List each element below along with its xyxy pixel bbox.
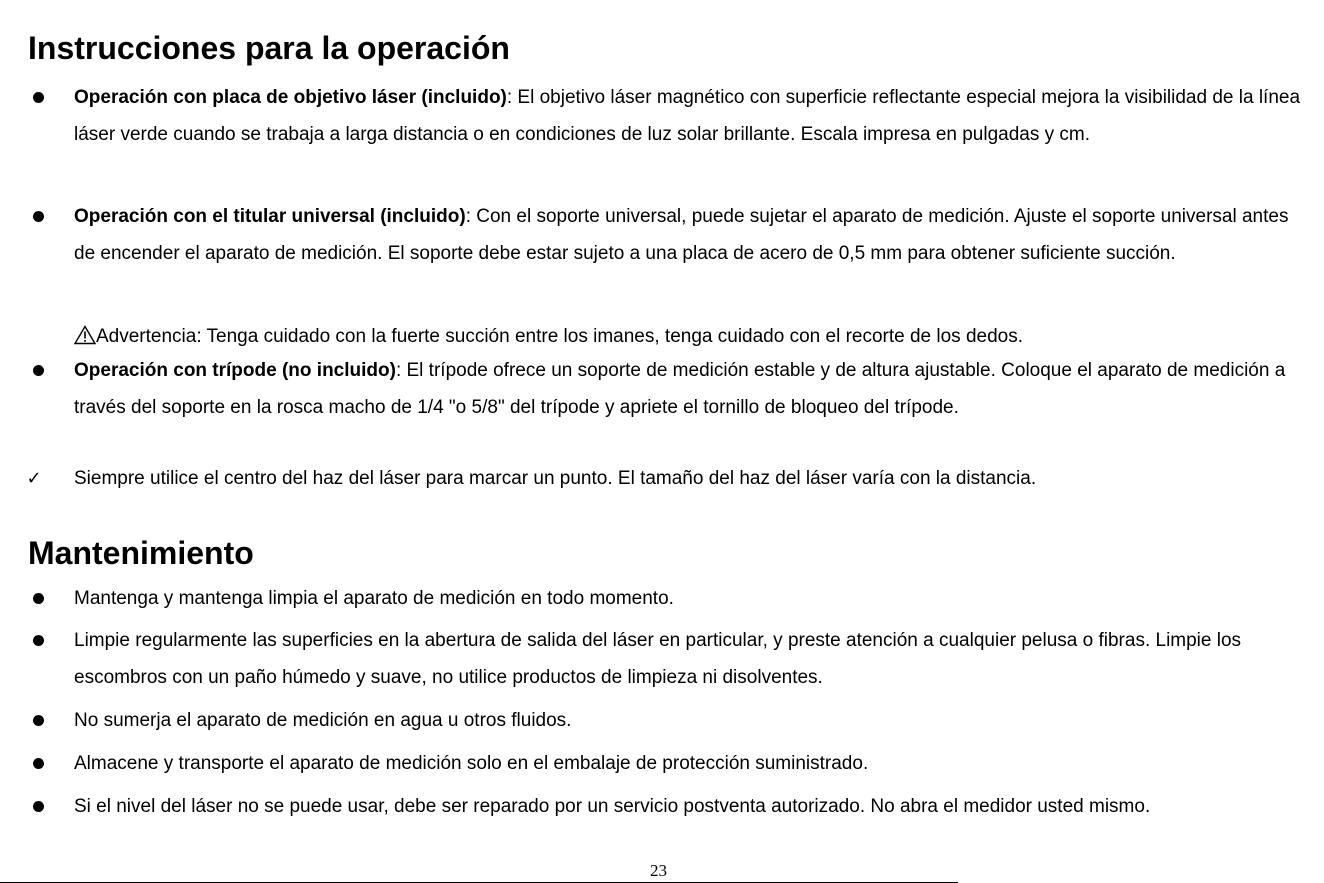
list-item bbox=[74, 622, 1310, 696]
bullet-icon bbox=[28, 622, 48, 659]
bullet-icon bbox=[28, 745, 48, 782]
bullet-icon bbox=[28, 580, 48, 617]
list-item bbox=[74, 352, 1310, 426]
warning-text: Advertencia: Tenga cuidado con la fuerte succión entre los imanes, tenga cuidado con el recorte de los dedos. bbox=[96, 326, 1024, 347]
section-title-mantenimiento: Mantenimiento bbox=[28, 535, 254, 571]
section-title-instrucciones: Instrucciones para la operación bbox=[28, 30, 510, 66]
list-item bbox=[74, 198, 1310, 272]
warning-note bbox=[74, 318, 1310, 355]
item-text: : El objetivo láser magnético con superficie reflectante especial mejora la visibilidad de la línea láser verde cuando se trabaja a larga distancia o en condiciones de luz solar brillante. Escala impresa en pulgadas y cm. bbox=[74, 87, 1301, 145]
item-text: Limpie regularmente las superficies en la abertura de salida del láser en particular, y preste atención a cualquier pelusa o fibras. Limpie los escombros con un paño húmedo y suave, no utilice productos de limpieza ni disolventes. bbox=[74, 630, 1242, 688]
bullet-icon bbox=[28, 352, 48, 389]
item-heading: Operación con placa de objetivo láser (incluido) bbox=[74, 87, 507, 108]
item-text: Si el nivel del láser no se puede usar, debe ser reparado por un servicio postventa autorizado. No abra el medidor usted mismo. bbox=[74, 796, 1151, 817]
warning-triangle-icon bbox=[74, 325, 96, 345]
page-number: 23 bbox=[650, 861, 667, 880]
bullet-icon bbox=[28, 702, 48, 739]
bullet-icon bbox=[28, 79, 48, 116]
item-text: Mantenga y mantenga limpia el aparato de medición en todo momento. bbox=[74, 588, 674, 609]
bullet-icon bbox=[28, 198, 48, 235]
bullet-icon bbox=[28, 788, 48, 825]
list-item bbox=[74, 702, 1310, 739]
list-item bbox=[74, 745, 1310, 782]
item-text: No sumerja el aparato de medición en agua u otros fluidos. bbox=[74, 710, 572, 731]
item-text: Siempre utilice el centro del haz del láser para marcar un punto. El tamaño del haz del láser varía con la distancia. bbox=[74, 468, 1037, 489]
item-heading: Operación con trípode (no incluido) bbox=[74, 360, 396, 381]
item-text: Almacene y transporte el aparato de medición solo en el embalaje de protección suministrado. bbox=[74, 753, 869, 774]
list-item bbox=[74, 79, 1310, 153]
list-item bbox=[74, 788, 1310, 825]
item-text: : Con el soporte universal, puede sujetar el aparato de medición. Ajuste el soporte universal antes de encender el aparato de medición. El soporte debe estar sujeto a una placa de acero de 0,5 mm para obtener suficiente succión. bbox=[74, 206, 1289, 264]
item-text: : El trípode ofrece un soporte de medición estable y de altura ajustable. Coloque el aparato de medición a través del soporte en la rosca macho de 1/4 "o 5/8" del trípode y apriete el tornillo de bloqueo del trípode. bbox=[74, 360, 1286, 418]
check-item bbox=[26, 460, 1310, 497]
check-icon: ✓ bbox=[26, 468, 42, 489]
item-heading: Operación con el titular universal (incluido) bbox=[74, 206, 466, 227]
list-item bbox=[74, 580, 1310, 617]
